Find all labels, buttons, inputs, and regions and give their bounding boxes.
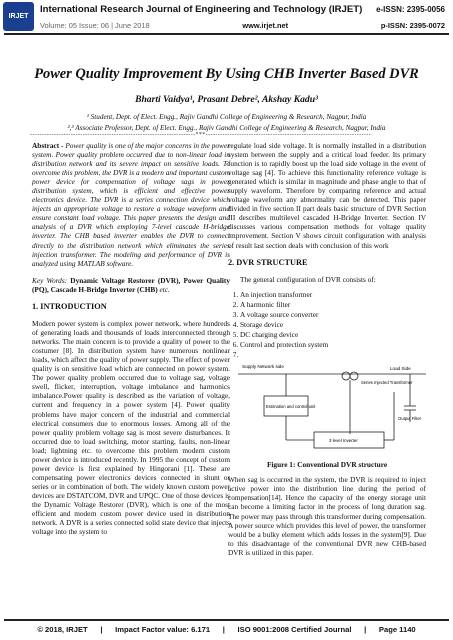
affiliation-2: ²,³ Associate Professor, Dept. of Elect. Engg., Rajiv Gandhi College of Engineering & Research, Nagpur, India (67, 124, 386, 132)
inverter-label: 3 level Inverter (329, 438, 358, 444)
e-issn: e-ISSN: 2395-0056 (376, 5, 445, 14)
list-item: 3. A voltage source converter (240, 310, 426, 319)
transformer-label: Series Injected Transformer (361, 380, 413, 386)
right-paragraph-1: regulate load side voltage. It is normally installed in a distribution system between the supply and a critical load feeder. Its primary function is to rapidly boost up the load side voltage in the event of voltage sag [4]. To achieve this functionality reference voltage is generated which is similar in magnitude and phase angle to that of supply waveform. Therefore by comparing reference and actual voltage waveform any abnormality can be detected. This paper divided in five section II part deals basic structure of DVR Section III describes multilevel cascaded H-Bridge Inverter. Section IV discusses various compensation methods for voltage quality improvement. Section V shows circuit configuration with analysis of result last section deals with conclusion of this work (228, 141, 426, 250)
right-column (228, 141, 426, 563)
keywords-label: Key Words: (32, 275, 68, 285)
journal-name: International Research Journal of Engineering and Technology (IRJET) (40, 4, 363, 15)
header-meta-row (40, 21, 445, 30)
abstract (32, 141, 230, 268)
keywords-text: Dynamic Voltage Restorer (DVR), Power Quality (PQ), Cascade H-Bridge Inverter (CHB) (32, 275, 230, 294)
p-issn: p-ISSN: 2395-0072 (380, 21, 445, 30)
list-item: 4. Storage device (240, 320, 426, 329)
abstract-label: Abstract - (32, 141, 64, 150)
transformer-coil-right (350, 372, 358, 380)
list-item: 6. Control and protection system (240, 340, 426, 349)
intro-paragraph: Modern power system is complex power network, where hundreds of generating loads and thousands of loads interconnected through networks. The main concern is to provide a quality of power to the costumer [8]. In distribution system have numerous nonlinear loads, which affect the quality of power supply. The effect of power quality is on sensitive load which are connected on power system. The power quality problem occurred due to voltage sag, voltage swell, flicker, interruption, voltage imbalance and harmonics imbalance.Power quality is described as the variation of voltage, current and frequency in a power system [4]. Power quality problems have major concern of the industrial and commercial electrical consumers due to enormous losses. Among all of the power quality problem voltage sag is most severe disturbances. It occurred due to load switching, motor starting, faults, non-linear load; lightning etc. to overcome this problem modern custom power device is introduced recently. In 1995 the concept of custom power device is first explained by Hingorani [1]. These are compensating power electronics devices connected in shunt or series or in combination of both. The widely known custom power devices are DSTATCOM, DVR and UPQC. One of those devices is the Dynamic Voltage Restorer (DVR), which is one of the most efficient and modern custom power device used in distribution network. A DVR is a series connected solid state device that injects voltage into the system to (32, 319, 230, 537)
dvr-structure-diagram (234, 362, 430, 454)
affiliation-1: ¹ Student, Dept. of Elect. Engg., Rajiv Gandhi College of Engineering & Research, Nagpur, India (86, 113, 367, 121)
section-separator: ---------------------------------------------------------------------***--------------------------------------------------------------------- (30, 132, 372, 138)
left-column (32, 141, 230, 542)
footer-rule (4, 619, 449, 621)
dvr-components-list (228, 290, 426, 359)
right-paragraph-2: When sag is occurred in the system, the DVR is required to inject active power into the distribution line during the period of compensation[14]. Hence the capacity of the energy storage unit can become a limiting factor in the process of long duration sag. The power may pass through this transformer during compensation. A power source which provides this level of power, the transformer would be a bulky element which adds losses in the system[9]. Due to this disadvantage of the conventional DVR new CHB-based DVR is utilized in this paper. (228, 475, 426, 557)
keywords (32, 276, 230, 294)
dvr-intro: The general configuration of DVR consists of: (240, 274, 376, 284)
page-footer: © 2018, IRJET | Impact Factor value: 6.171 | ISO 9001:2008 Certified Journal | Page 1140 (37, 625, 416, 634)
paper-title: Power Quality Improvement By Using CHB Inverter Based DVR (34, 66, 419, 82)
figure-caption: Figure 1: Conventional DVR structure (266, 460, 388, 470)
journal-website-link[interactable]: www.irjet.net (242, 21, 289, 30)
authors: Bharti Vaidya¹, Prasant Debre², Akshay Kadu³ (135, 94, 318, 105)
list-item (240, 350, 426, 359)
journal-header (0, 0, 453, 36)
list-item: 1. An injection transformer (240, 290, 426, 299)
load-label: Load Side (390, 366, 411, 372)
intro-heading: 1. INTRODUCTION (32, 301, 107, 311)
control-label: Estimation and control unit (266, 404, 316, 410)
irjet-logo: IRJET (3, 2, 34, 31)
list-item: 2. A harmonic filter (240, 300, 426, 309)
volume-issue: Volume: 05 Issue: 06 | June 2018 (40, 21, 150, 30)
header-rule (4, 33, 449, 35)
transformer-coil-left (342, 372, 350, 380)
dvr-heading: 2. DVR STRUCTURE (228, 257, 308, 267)
supply-label: Supply Network side (242, 364, 284, 370)
list-item: 5. DC charging device (240, 330, 426, 339)
keywords-tail: etc. (157, 284, 170, 294)
abstract-text: Power quality is one of the major concerns in the power system. Power quality problem occurred due to non-linear load in distribution network and its severe impact on sensitive loads. To overcome this problem, the DVR is a modern and important custom power device for compensation of voltage sags in power distribution system, which is efficient and effective power electronics device. The DVR is a series connection device which injects an appropriate voltage to restore a voltage waveform and ensure constant load voltage. This paper presents the design and analysis of a DVR which employing 7-level cascade H-bridge inverter. The CHB based inverter enables the DVR to connect directly to the distribution network which eliminates the series injection transformer. The modeling and performance of DVR is analyzed using MATLAB software. (32, 141, 230, 268)
filter-label: Output Filter (398, 416, 422, 422)
